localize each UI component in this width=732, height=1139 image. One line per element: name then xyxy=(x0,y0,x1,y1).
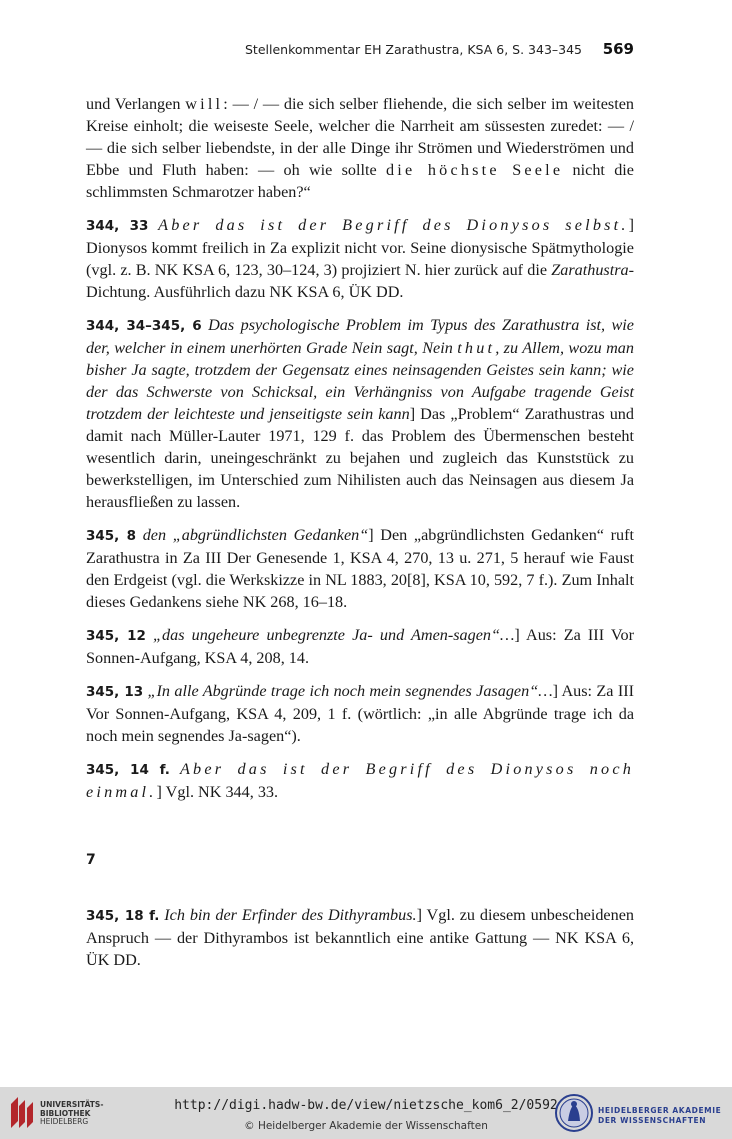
entry-reference: 345, 18 f. xyxy=(86,908,160,924)
page-number: 569 xyxy=(602,40,634,58)
commentary-entry: 345, 12 „das ungeheure unbegrenzte Ja- und Amen-sagen“…] Aus: Za III Vor Sonnen-Aufgang, KSA 4, 208, 14. xyxy=(86,626,635,667)
commentary-body xyxy=(86,93,634,814)
entry-reference: 345, 13 xyxy=(86,684,144,700)
section-number: 7 xyxy=(86,852,96,868)
university-library-logo[interactable]: UNIVERSITÄTS- BIBLIOTHEK HEIDELBERG xyxy=(8,1094,128,1134)
copyright-notice: © Heidelberger Akademie der Wissenschaften xyxy=(244,1120,488,1132)
entry-lemma: den „abgründlichsten Gedanken“ xyxy=(142,526,369,544)
entry-reference: 344, 33 xyxy=(86,218,149,234)
commentary-entry: 345, 13 „In alle Abgründe trage ich noch mein segnendes Jasagen“…] Aus: Za III Vor Sonnen-Aufgang, KSA 4, 209, 1 f. (wörtlich: „in alle Abgründe trage ich da noch mein segnendes Ja-sagen“). xyxy=(86,682,635,745)
academy-logo[interactable]: HEIDELBERGER AKADEMIE DER WISSENSCHAFTEN xyxy=(554,1093,724,1135)
entry-reference: 345, 12 xyxy=(86,628,146,644)
entry-lemma: Das psychologische Problem im Typus des Zarathustra ist, wie der, welcher in einem unerhörten Grade Nein sagt, Nein xyxy=(86,316,634,357)
entry-reference: 345, 14 f. xyxy=(86,762,170,778)
entry-reference: 345, 8 xyxy=(86,528,137,544)
running-title: Stellenkommentar EH Zarathustra, KSA 6, S. 343–345 xyxy=(245,42,582,57)
entry-reference: 344, 34–345, 6 xyxy=(86,318,202,334)
entry-lemma: „In alle Abgründe trage ich noch mein segnendes Jasagen“… xyxy=(147,682,553,700)
commentary-body-section-7 xyxy=(86,904,634,982)
entry-lemma: Aber das ist der Begriff des Dionysos selbst. xyxy=(158,216,629,234)
academy-seal-icon xyxy=(554,1093,594,1133)
permalink-url[interactable]: http://digi.hadw-bw.de/view/nietzsche_kom6_2/0592 xyxy=(174,1098,558,1113)
quote-continuation: und Verlangen will: — / — die sich selber fliehende, die sich selber im weitesten Kreise einholt; die weiseste Seele, welcher die Narrheit am süssesten zuredet: — / — die sich selber liebendste, in der alle Dinge ihr Strömen und Wiederströmen und Ebbe und Fluth haben: — oh wie sollte die höchste Seele nicht die schlimmsten Schmarotzer haben?“ xyxy=(86,95,634,201)
commentary-entry: 345, 14 f. Aber das ist der Begriff des Dionysos noch einmal.] Vgl. NK 344, 33. xyxy=(86,760,635,801)
commentary-entry: 344, 34–345, 6 Das psychologische Problem im Typus des Zarathustra ist, wie der, welcher in einem unerhörten Grade Nein sagt, Nein thut, zu Allem, wozu man bisher Ja sagte, trotzdem der Gegensatz eines neinsagenden Geistes sein kann; wie der das Schwerste von Schicksal, ein Verhängniss von Aufgabe tragende Geist trotzdem der leichteste und jenseitigste sein kann] Das „Problem“ Zarathustras und damit nach Müller-Lauter 1971, 129 f. das Problem des Übermenschen besteht wesentlich darin, uneingeschränkt zu bejahen und zugleich das Kunststück zu bewerkstelligen, im Unterschied zum Nihilisten auch das Neinsagen aus diesem Ja herausfließen zu lassen. xyxy=(86,316,634,511)
entry-lemma: „das ungeheure unbegrenzte Ja- und Amen-sagen“… xyxy=(153,626,515,644)
entry-lemma: Aber das ist der Begriff des Dionysos noch einmal. xyxy=(86,760,635,801)
commentary-entry: 345, 18 f. Ich bin der Erfinder des Dithyrambus.] Vgl. zu diesem unbescheidenen Anspruch — der Dithyrambos ist bekanntlich eine antike Gattung — NK KSA 6, ÜK DD. xyxy=(86,906,634,969)
entry-lemma: Ich bin der Erfinder des Dithyrambus. xyxy=(164,906,417,924)
commentary-entry: 345, 8 den „abgründlichsten Gedanken“] Den „abgründlichsten Gedanken“ ruft Zarathustra in Za III Der Genesende 1, KSA 4, 270, 13 u. 271, 5 herauf wie Faust den Erdgeist (vgl. die Werkskizze in NL 1883, 20[8], KSA 10, 592, 7 f.). Zum Inhalt dieses Gedankens siehe NK 268, 16–18. xyxy=(86,526,635,611)
digitization-footer xyxy=(0,1087,732,1139)
commentary-entry: 344, 33 Aber das ist der Begriff des Dionysos selbst.] Dionysos kommt freilich in Za explizit nicht vor. Seine dionysische Spätmythologie (vgl. z. B. NK KSA 6, 123, 30–124, 3) projiziert N. hier zurück auf die Zarathustra-Dichtung. Ausführlich dazu NK KSA 6, ÜK DD. xyxy=(86,216,634,301)
